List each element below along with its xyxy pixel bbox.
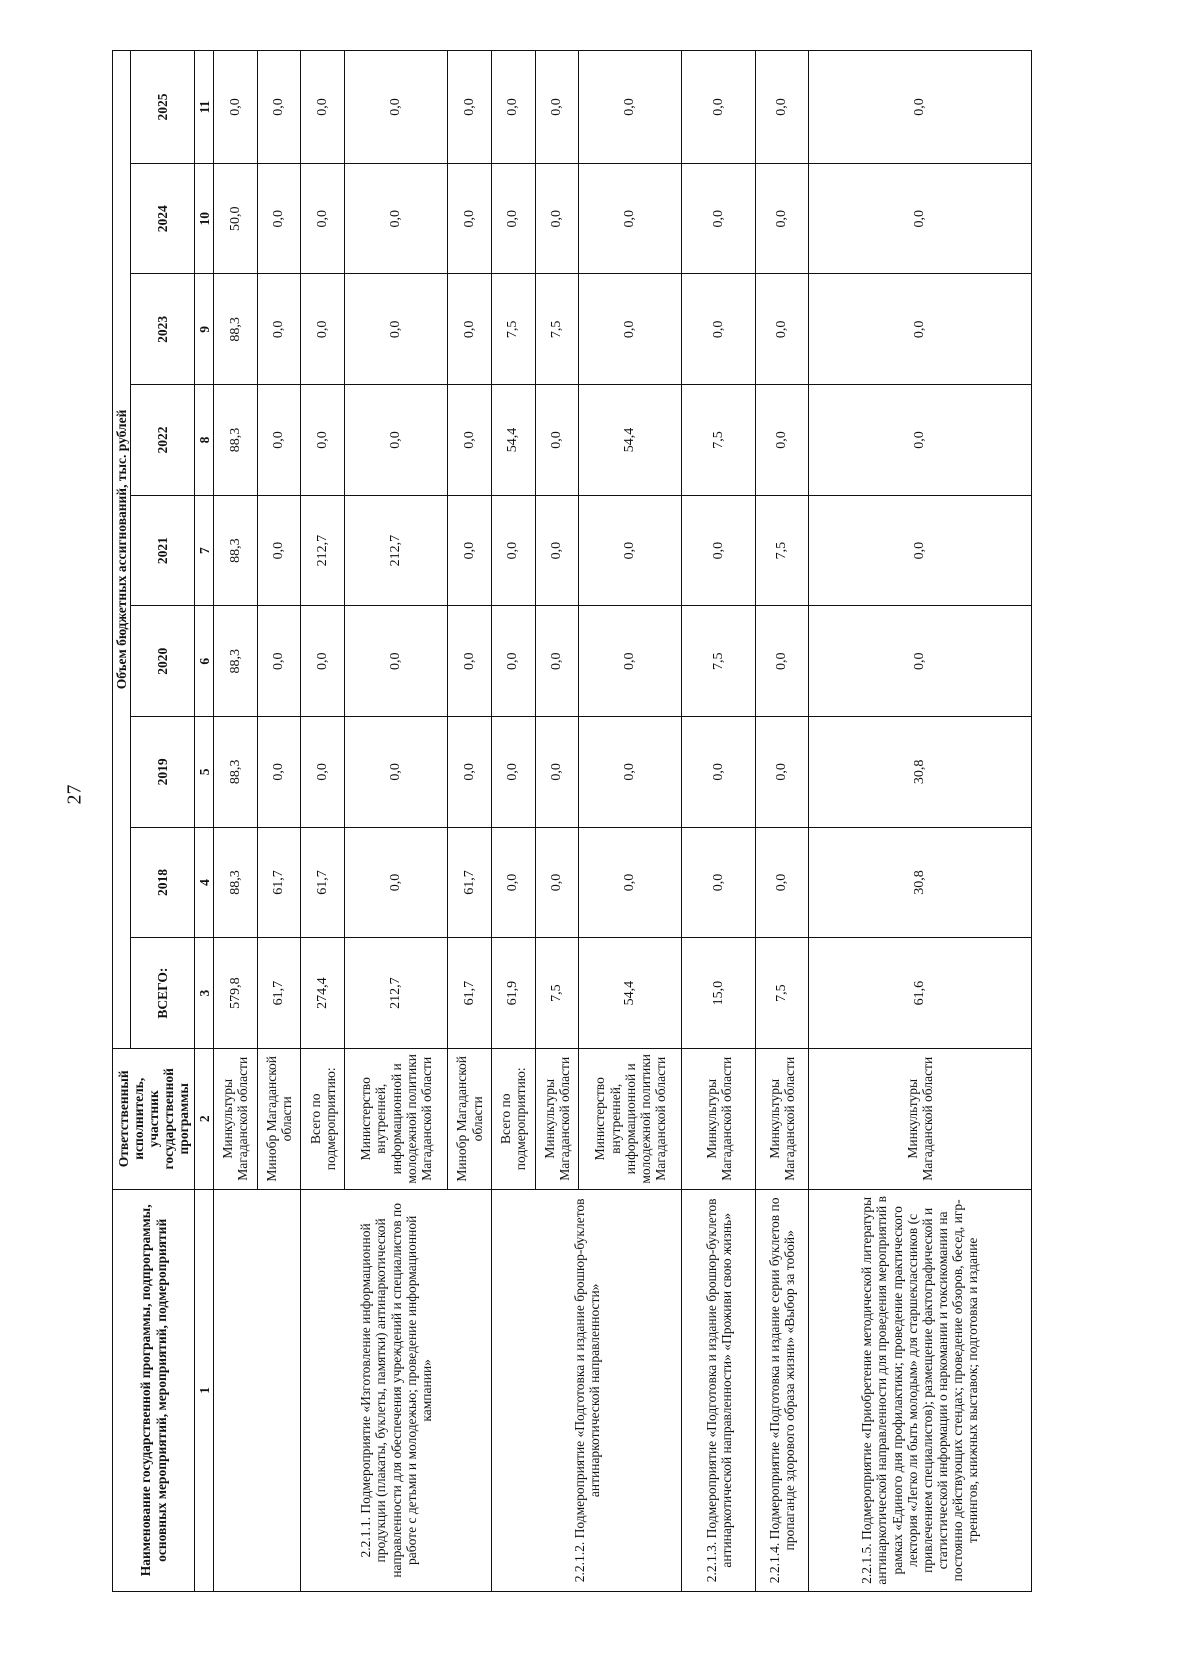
amount-cell: 0,0 — [755, 163, 808, 274]
amount-cell: 0,0 — [535, 385, 579, 496]
amount-cell: 88,3 — [214, 827, 258, 938]
header-year: 2020 — [131, 606, 195, 717]
amount-cell: 88,3 — [214, 606, 258, 717]
measure-name-cell: 2.2.1.1. Подмероприятие «Изготовление информационной продукции (плакаты, буклеты, памятки) антинаркотической направленности для обеспечения учреждений и специалистов по работе с детьми и молодежью; проведение информационной кампании» — [301, 1189, 491, 1591]
amount-cell: 7,5 — [755, 495, 808, 606]
header-year: 2024 — [131, 163, 195, 274]
measure-name-cell: 2.2.1.5. Подмероприятие «Приобретение методической литературы антинаркотической направленности для проведения мероприятий в рамках «Единого дня профилактики; проведение практического лектория «Легко ли быть молодым» для старшеклассников (с привлечением специалистов); размещение фактографической и статистической информации о наркомании и токсикомании на постоянно действующих стендах; проведение обзоров, бесед, игр-тренингов, книжных выставок; подготовка и издание — [808, 1189, 1032, 1591]
amount-cell: 7,5 — [682, 606, 756, 717]
amount-cell: 0,0 — [448, 385, 492, 496]
header-name: Наименование государственной программы, подпрограммы, основных мероприятий, мероприятий, подмероприятий — [113, 1189, 195, 1591]
amount-cell: 0,0 — [345, 385, 448, 496]
amount-cell: 0,0 — [535, 717, 579, 828]
amount-cell: 0,0 — [301, 385, 345, 496]
amount-cell: 0,0 — [345, 606, 448, 717]
amount-cell: 88,3 — [214, 717, 258, 828]
column-number: 10 — [195, 163, 214, 274]
amount-cell: 0,0 — [808, 385, 1032, 496]
amount-cell: 274,4 — [301, 938, 345, 1049]
amount-cell: 7,5 — [491, 274, 535, 385]
amount-cell: 0,0 — [491, 827, 535, 938]
responsible-cell: Минобр Магаданской области — [257, 1048, 301, 1189]
amount-cell: 0,0 — [755, 606, 808, 717]
amount-cell: 0,0 — [301, 51, 345, 164]
amount-cell: 0,0 — [345, 274, 448, 385]
amount-cell: 88,3 — [214, 274, 258, 385]
amount-cell: 0,0 — [345, 827, 448, 938]
amount-cell: 0,0 — [535, 827, 579, 938]
amount-cell: 0,0 — [755, 717, 808, 828]
amount-cell: 212,7 — [345, 495, 448, 606]
amount-cell: 61,7 — [448, 827, 492, 938]
column-number: 5 — [195, 717, 214, 828]
amount-cell: 0,0 — [448, 717, 492, 828]
responsible-cell: Минобр Магаданской области — [448, 1048, 492, 1189]
amount-cell: 0,0 — [755, 385, 808, 496]
responsible-cell: Всего по подмероприятию: — [491, 1048, 535, 1189]
column-number: 11 — [195, 51, 214, 164]
amount-cell: 30,8 — [808, 717, 1032, 828]
amount-cell: 7,5 — [682, 385, 756, 496]
amount-cell: 88,3 — [214, 385, 258, 496]
amount-cell: 0,0 — [755, 274, 808, 385]
amount-cell: 0,0 — [257, 163, 301, 274]
responsible-cell: Минкультуры Магаданской области — [682, 1048, 756, 1189]
amount-cell: 0,0 — [535, 163, 579, 274]
amount-cell: 0,0 — [491, 51, 535, 164]
amount-cell: 0,0 — [301, 163, 345, 274]
amount-cell: 54,4 — [579, 385, 682, 496]
amount-cell: 61,7 — [448, 938, 492, 1049]
column-number: 6 — [195, 606, 214, 717]
amount-cell: 0,0 — [448, 606, 492, 717]
table-row — [755, 51, 808, 1592]
amount-cell: 7,5 — [755, 938, 808, 1049]
amount-cell: 50,0 — [214, 163, 258, 274]
column-number: 8 — [195, 385, 214, 496]
responsible-cell: Всего по подмероприятию: — [301, 1048, 345, 1189]
amount-cell: 88,3 — [214, 495, 258, 606]
column-number: 3 — [195, 938, 214, 1049]
column-number: 7 — [195, 495, 214, 606]
table-row — [301, 51, 345, 1592]
amount-cell: 0,0 — [448, 51, 492, 164]
amount-cell: 0,0 — [808, 163, 1032, 274]
amount-cell: 0,0 — [257, 51, 301, 164]
amount-cell: 0,0 — [257, 274, 301, 385]
column-number: 9 — [195, 274, 214, 385]
amount-cell: 0,0 — [491, 606, 535, 717]
amount-cell: 0,0 — [579, 827, 682, 938]
amount-cell: 0,0 — [682, 274, 756, 385]
amount-cell: 0,0 — [491, 717, 535, 828]
budget-table — [112, 50, 1032, 1592]
measure-name-cell: 2.2.1.3. Подмероприятие «Подготовка и издание брошюр-буклетов антинаркотической направленности» «Проживи свою жизнь» — [682, 1189, 756, 1591]
amount-cell: 0,0 — [808, 606, 1032, 717]
amount-cell: 0,0 — [579, 163, 682, 274]
budget-table-rotated — [112, 50, 1032, 1592]
amount-cell: 61,6 — [808, 938, 1032, 1049]
amount-cell: 0,0 — [682, 495, 756, 606]
amount-cell: 0,0 — [345, 717, 448, 828]
amount-cell: 0,0 — [808, 51, 1032, 164]
amount-cell: 0,0 — [755, 51, 808, 164]
responsible-cell: Министерство внутренней, информационной и молодежной политики Магаданской области — [345, 1048, 448, 1189]
amount-cell: 0,0 — [579, 717, 682, 828]
responsible-cell: Минкультуры Магаданской области — [214, 1048, 258, 1189]
measure-name-cell: 2.2.1.4. Подмероприятие «Подготовка и издание серии буклетов по пропаганде здорового образа жизни» «Выбор за тобой» — [755, 1189, 808, 1591]
amount-cell: 0,0 — [301, 717, 345, 828]
amount-cell: 0,0 — [682, 827, 756, 938]
header-budget-volume: Объем бюджетных ассигнований, тыс. рублей — [113, 51, 131, 1049]
column-number: 1 — [195, 1189, 214, 1591]
amount-cell: 0,0 — [491, 163, 535, 274]
amount-cell: 0,0 — [301, 606, 345, 717]
amount-cell: 0,0 — [345, 51, 448, 164]
header-total: ВСЕГО: — [131, 938, 195, 1049]
amount-cell: 0,0 — [257, 606, 301, 717]
amount-cell: 0,0 — [535, 495, 579, 606]
table-row — [682, 51, 756, 1592]
amount-cell: 61,7 — [257, 938, 301, 1049]
header-year: 2023 — [131, 274, 195, 385]
table-body — [214, 51, 1032, 1592]
header-responsible: Ответственный исполнитель, участник государственной программы — [113, 1048, 195, 1189]
amount-cell: 0,0 — [808, 495, 1032, 606]
amount-cell: 0,0 — [682, 717, 756, 828]
amount-cell: 212,7 — [345, 938, 448, 1049]
header-year: 2021 — [131, 495, 195, 606]
amount-cell: 0,0 — [579, 495, 682, 606]
table-row — [808, 51, 1032, 1592]
measure-name-cell: 2.2.1.2. Подмероприятие «Подготовка и издание брошюр-буклетов антинаркотической направленности» — [491, 1189, 681, 1591]
amount-cell: 0,0 — [448, 495, 492, 606]
page-number: 27 — [63, 784, 86, 805]
table-row — [214, 51, 258, 1592]
amount-cell: 0,0 — [535, 51, 579, 164]
header-year: 2018 — [131, 827, 195, 938]
responsible-cell: Минкультуры Магаданской области — [808, 1048, 1032, 1189]
amount-cell: 61,7 — [257, 827, 301, 938]
amount-cell: 0,0 — [535, 606, 579, 717]
amount-cell: 0,0 — [448, 274, 492, 385]
responsible-cell: Министерство внутренней, информационной и молодежной политики Магаданской области — [579, 1048, 682, 1189]
header-year: 2022 — [131, 385, 195, 496]
amount-cell: 7,5 — [535, 274, 579, 385]
amount-cell: 0,0 — [214, 51, 258, 164]
header-year: 2019 — [131, 717, 195, 828]
amount-cell: 54,4 — [491, 385, 535, 496]
measure-name-cell — [214, 1189, 301, 1591]
table-row — [491, 51, 535, 1592]
amount-cell: 61,7 — [301, 827, 345, 938]
amount-cell: 0,0 — [257, 385, 301, 496]
amount-cell: 0,0 — [579, 606, 682, 717]
responsible-cell: Минкультуры Магаданской области — [755, 1048, 808, 1189]
amount-cell: 30,8 — [808, 827, 1032, 938]
amount-cell: 0,0 — [579, 51, 682, 164]
amount-cell: 212,7 — [301, 495, 345, 606]
amount-cell: 579,8 — [214, 938, 258, 1049]
amount-cell: 15,0 — [682, 938, 756, 1049]
amount-cell: 61,9 — [491, 938, 535, 1049]
amount-cell: 0,0 — [345, 163, 448, 274]
amount-cell: 0,0 — [301, 274, 345, 385]
amount-cell: 0,0 — [682, 51, 756, 164]
amount-cell: 0,0 — [257, 717, 301, 828]
column-number: 4 — [195, 827, 214, 938]
responsible-cell: Минкультуры Магаданской области — [535, 1048, 579, 1189]
amount-cell: 54,4 — [579, 938, 682, 1049]
amount-cell: 0,0 — [755, 827, 808, 938]
column-number: 2 — [195, 1048, 214, 1189]
amount-cell: 0,0 — [682, 163, 756, 274]
amount-cell: 0,0 — [448, 163, 492, 274]
amount-cell: 0,0 — [579, 274, 682, 385]
amount-cell: 0,0 — [808, 274, 1032, 385]
amount-cell: 7,5 — [535, 938, 579, 1049]
header-year: 2025 — [131, 51, 195, 164]
amount-cell: 0,0 — [491, 495, 535, 606]
amount-cell: 0,0 — [257, 495, 301, 606]
